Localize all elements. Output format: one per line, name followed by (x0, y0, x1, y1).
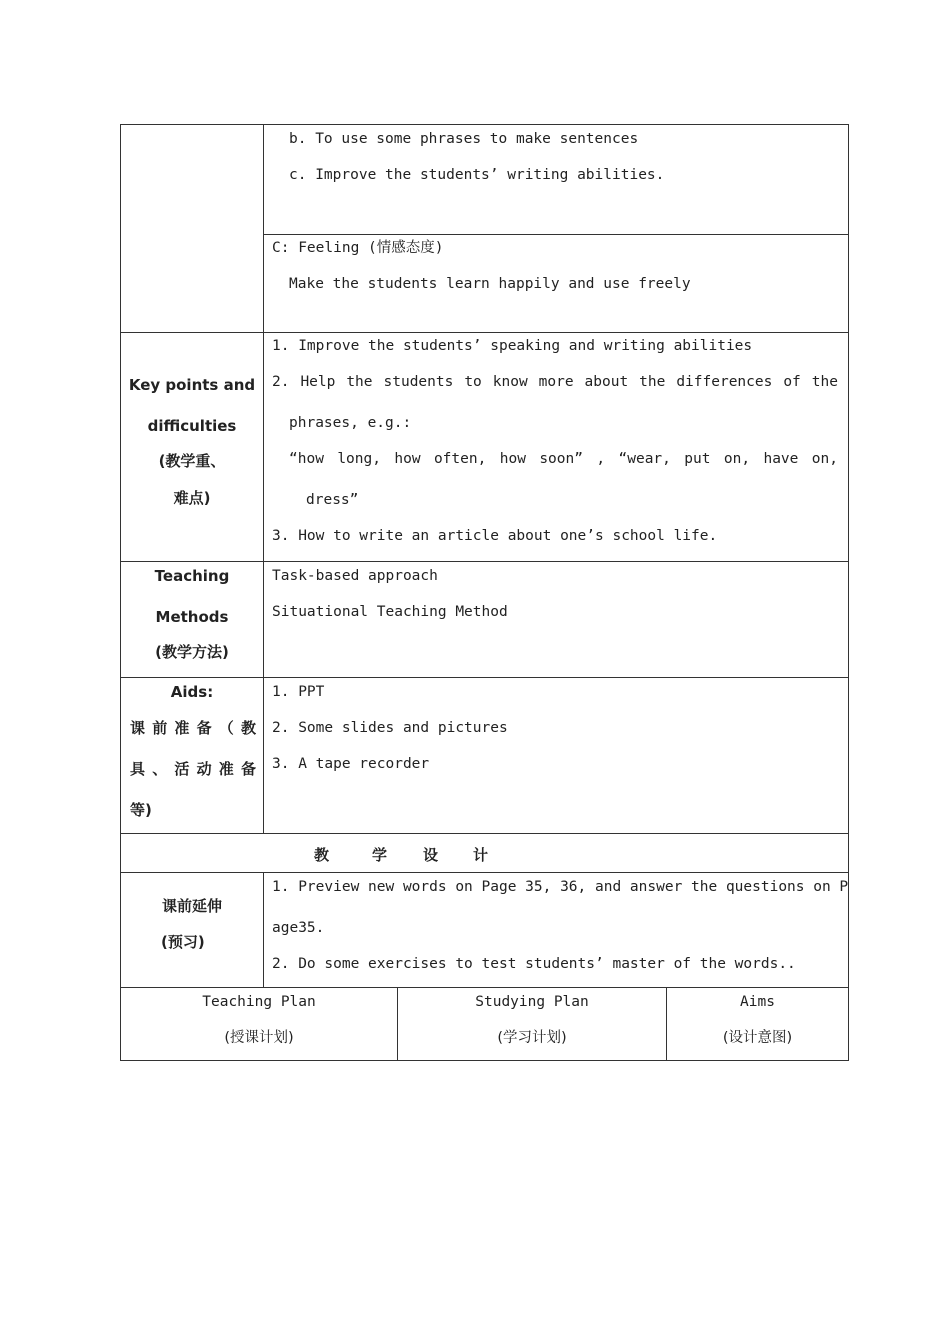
objective-item-c: c. Improve the students’ writing abilities. (289, 167, 665, 183)
plan-header-table (120, 987, 849, 1061)
feeling-text: Make the students learn happily and use freely (289, 276, 691, 292)
aid-item-3: 3. A tape recorder (272, 756, 430, 772)
aids-row (121, 678, 849, 834)
methods-content-cell (264, 562, 849, 678)
design-header-char-3: 设 (423, 846, 439, 864)
preview-row (121, 873, 849, 988)
methods-row (121, 562, 849, 678)
objective-item-b: b. To use some phrases to make sentences (289, 131, 639, 147)
preview-label-2: (预习) (161, 933, 205, 951)
design-header-cell (121, 834, 849, 873)
teaching-plan-title: Teaching Plan (202, 994, 316, 1010)
methods-label-3: (教学方法) (155, 643, 229, 661)
key-point-item-3: 3. How to write an article about one’s school life. (272, 528, 718, 544)
aid-item-1: 1. PPT (272, 684, 325, 700)
preview-content-cell (264, 873, 849, 988)
preview-label-1: 课前延伸 (161, 897, 222, 915)
plan-header-row (121, 988, 849, 1061)
studying-plan-header (398, 988, 667, 1061)
key-points-label-2: difficulties (147, 417, 237, 435)
feeling-heading: C: Feeling (情感态度) (272, 240, 444, 256)
aids-label-3: 具 、 活 动 准 备 (130, 760, 256, 778)
studying-plan-title: Studying Plan (475, 994, 589, 1010)
objectives-feeling-cell (264, 235, 849, 333)
methods-label-1: Teaching (154, 567, 230, 585)
design-header-char-4: 计 (473, 846, 489, 864)
aids-content-cell (264, 678, 849, 834)
methods-label-cell (121, 562, 264, 678)
key-point-examples: “how long, how often, how soon” , “wear, put on, have on, (289, 451, 838, 467)
design-header-char-2: 学 (372, 846, 388, 864)
lesson-table (120, 124, 849, 988)
aims-title: Aims (740, 994, 775, 1010)
aids-label-4: 等) (130, 801, 152, 819)
key-points-content-cell (264, 333, 849, 562)
design-header-char-1: 教 (314, 846, 330, 864)
key-point-item-1: 1. Improve the students’ speaking and writing abilities (272, 338, 753, 354)
methods-label-2: Methods (155, 608, 229, 626)
aids-label-cell (121, 678, 264, 834)
aids-label-2: 课 前 准 备 （ 教 (130, 719, 256, 737)
objectives-writing-row (121, 125, 849, 235)
key-points-label-1: Key points and (128, 376, 256, 394)
key-points-row (121, 333, 849, 562)
preview-item-2: 2. Do some exercises to test students’ master of the words.. (272, 956, 796, 972)
design-header-row (121, 834, 849, 873)
aims-header (667, 988, 849, 1061)
aims-subtitle: (设计意图) (722, 1030, 793, 1046)
objectives-label-cell (121, 125, 264, 333)
studying-plan-subtitle: (学习计划) (497, 1030, 567, 1046)
key-points-label-cell (121, 333, 264, 562)
teaching-plan-header (121, 988, 398, 1061)
method-item-2: Situational Teaching Method (272, 604, 508, 620)
method-item-1: Task-based approach (272, 568, 438, 584)
key-points-label-3: (教学重、 (158, 452, 226, 470)
key-point-item-2-cont: phrases, e.g.: (289, 415, 412, 431)
key-point-item-2: 2. Help the students to know more about the differences of the (272, 374, 838, 390)
aids-label-1: Aids: (170, 683, 214, 701)
key-points-label-4: 难点) (173, 489, 211, 507)
key-point-examples-end: dress” (306, 492, 359, 508)
preview-item-1: 1. Preview new words on Page 35, 36, and answer the questions on P (272, 879, 849, 895)
objectives-writing-cell (264, 125, 849, 235)
preview-label-cell (121, 873, 264, 988)
teaching-plan-subtitle: (授课计划) (224, 1030, 294, 1046)
preview-item-1-cont: age35. (272, 920, 325, 936)
aid-item-2: 2. Some slides and pictures (272, 720, 508, 736)
